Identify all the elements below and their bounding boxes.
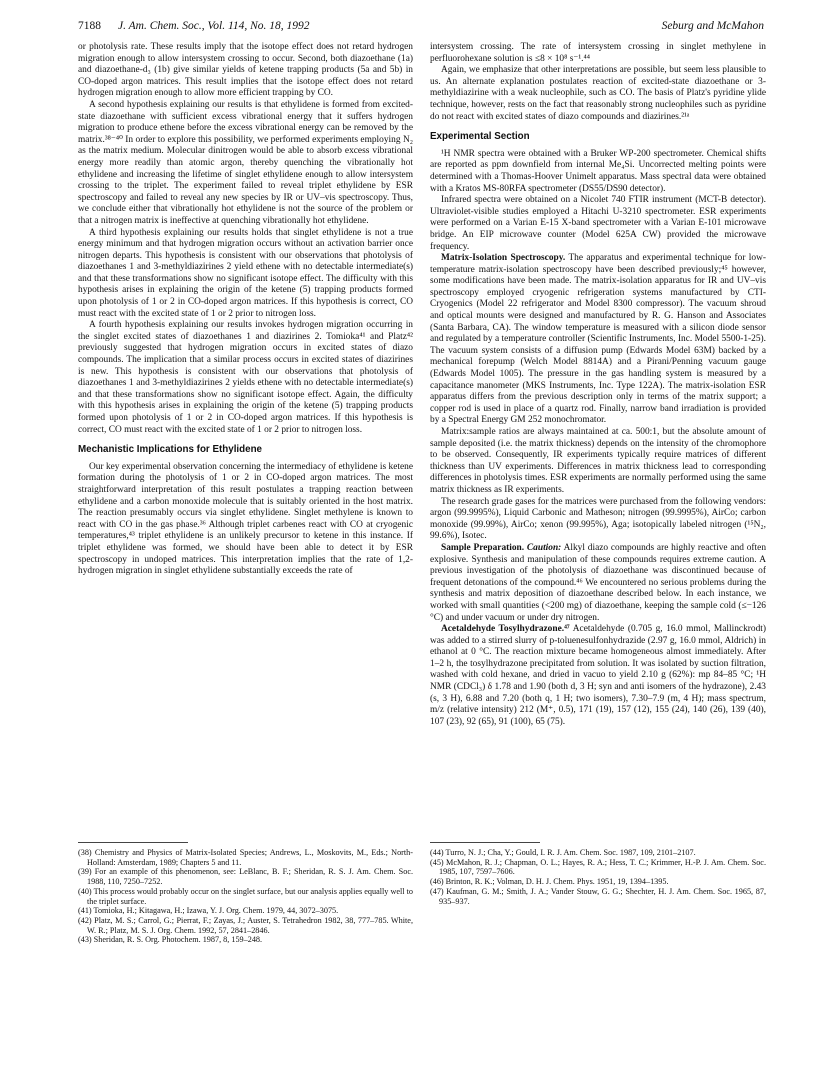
- caution-label: Caution:: [526, 542, 562, 553]
- run-in-heading: Matrix-Isolation Spectroscopy.: [441, 253, 566, 264]
- paragraph: intersystem crossing. The rate of intersystem crossing in singlet methylene in perfluorohexane solution is ≤8 × 10⁸ s⁻¹.⁴⁴: [430, 42, 766, 64]
- run-in-heading: Acetaldehyde Tosylhydrazone.⁴⁷: [441, 624, 570, 635]
- paragraph: [430, 543, 766, 624]
- running-header: [78, 20, 764, 36]
- section-heading: Experimental Section: [430, 131, 530, 143]
- paragraph: ¹H NMR spectra were obtained with a Bruker WP-200 spectrometer. Chemical shifts are reported as ppm downfield from internal Me₄Si. Uncorrected melting points were determined with a Thomas-Hoover Unimelt apparatus. Mass spectral data were obtained with a Kratos MS-80RFA spectrometer (DS55/DS90 detector).: [430, 148, 766, 194]
- paragraph-text: The apparatus and experimental technique for low-temperature matrix-isolation spectroscopy have been described previously;⁴⁵ however, some modifications have been made. The matrix-isolation apparatus for IR and UV–vis spectroscopy employed cryogenic refrigeration systems manufactured by CTI-Cryogenics (Model 22 refrigerator and Model 8300 compressor). The vacuum shroud and optical mounts were designed and manufactured by R. G. Hanson and Associates (Santa Barbara, CA). The window temperature is measured with a silicon diode sensor and regulated by a temperature controller (Scientific Instruments, Inc. Model 5500-1-25). The vacuum system consists of a diffusion pump (Edwards Model 63M) backed by a mechanical forepump (Welch Model 8814A) and a Pirani/Penning vacuum gauge (Edwards Model 1005). The pressure in the gas handling system is measured by a capacitance manometer (MKS Instruments, Inc. Type 122A). The matrix-isolation ESR apparatus differs from the previous description only in terms of the matrix support; a copper rod is used in place of a quartz rod. Finally, narrow band irradiation is provided by a Spectral Energy GM 252 monochromator.: [430, 253, 766, 426]
- journal-citation: J. Am. Chem. Soc., Vol. 114, No. 18, 1992: [118, 20, 310, 32]
- footnote-rule: [430, 842, 540, 843]
- footnote: (39) For an example of this phenomenon, see: LeBlanc, B. F.; Sheridan, R. S. J. Am. Chem. Soc. 1988, 110, 7250–7252.: [78, 867, 413, 887]
- paragraph: A fourth hypothesis explaining our results invokes hydrogen migration occurring in the singlet excited states of diazoethanes 1 and diazirines 2. Tomioka⁴¹ and Platz⁴² previously suggested that hydrogen migration occurs in excited states of diazo compounds. The implication that a similar process occurs in excited states of diazirines is new. This hypothesis is consistent with our observations that photolysis of diazoethanes 1 and 3-methyldiazirines 2 yields ethene with no detectable intermediate(s) and that these transformations show no significant isotope effect. Again, the difficulty with this hypothesis arises in explaining the origin of the ketene (5) trapping products formed upon photolysis of 1 or 2 in CO-doped argon matrices. If this hypothesis is correct, CO must react with the excited state of 1 or 2 prior to nitrogen loss.: [78, 320, 413, 435]
- footnote: (42) Platz, M. S.; Carrol, G.; Pierrat, F.; Zayas, J.; Auster, S. Tetrahedron 1982, 38, 777–785. White, W. R.; Platz, M. S. J. Org. Chem. 1992, 57, 2841–2846.: [78, 915, 413, 935]
- footnote: (45) McMahon, R. J.; Chapman, O. L.; Hayes, R. A.; Hess, T. C.; Krimmer, H.-P. J. Am. Chem. Soc. 1985, 107, 7597–7606.: [430, 857, 766, 877]
- run-in-heading: Sample Preparation.: [441, 542, 525, 553]
- footnotes-left: [78, 848, 413, 945]
- right-column: [430, 42, 766, 728]
- paragraph-text: Acetaldehyde (0.705 g, 16.0 mmol, Mallinckrodt) was added to a stirred slurry of p-toluenesulfonhydrazide (2.97 g, 16.0 mmol, Aldrich) in ethanol at 0 °C. The reaction mixture became homogeneous almost immediately. After 1–2 h, the tosylhydrazone precipitated from solution. It was isolated by suction filtration, washed with cold hexane, and dried in vacuo to yield 2.10 g (62%): mp 84–85 °C; ¹H NMR (CDCl₃) δ 1.78 and 1.90 (both d, 3 H; syn and anti isomers of the hydrazone), 2.43 (s, 3 H), 6.88 and 7.20 (both q, 1 H; two isomers), 7.30–7.9 (m, 4 H); mass spectrum, m/z (relative intensity) 212 (M⁺, 0.5), 171 (19), 157 (12), 155 (24), 140 (26), 139 (40), 107 (23), 92 (65), 91 (100), 65 (75).: [430, 624, 767, 727]
- page-number: 7188: [78, 20, 101, 32]
- running-authors: Seburg and McMahon: [661, 20, 764, 32]
- paragraph: Infrared spectra were obtained on a Nicolet 740 FTIR instrument (MCT-B detector). Ultraviolet-visible studies employed a Hitachi U-3210 spectrometer. ESR experiments were performed on a Varian E-15 X-band spectrometer with a Varian E-101 microwave bridge. An EIP microwave counter (Model 625A CW) provided the microwave frequency.: [430, 195, 766, 252]
- footnote: (41) Tomioka, H.; Kitagawa, H.; Izawa, Y. J. Org. Chem. 1979, 44, 3072–3075.: [78, 906, 339, 916]
- paragraph: Matrix:sample ratios are always maintained at ca. 500:1, but the absolute amount of sample deposited (i.e. the matrix thickness) depends on the intensity of the chromophore to be observed. Consequently, IR experiments typically require matrices of different thickness than UV experiments. Differences in matrix thickness lead to corresponding differences in photolysis times. ESR experiments are normally performed using the same matrix thickness as IR experiments.: [430, 427, 766, 495]
- left-column: [78, 42, 413, 578]
- paragraph: Again, we emphasize that other interpretations are possible, but seem less plausible to us. An alternate explanation postulates reaction of excited-state diazoethane or 3-methyldiazirine with a weak nucleophile, such as CO. The basis of Platz's pyridine ylide technique, however, rests on the fact that reasonably strong nucleophiles such as pyridine do not react with excited states of diazo compounds and diazirines.²¹ᵃ: [430, 65, 766, 122]
- paragraph: or photolysis rate. These results imply that the isotope effect does not retard hydrogen migration enough to allow intersystem crossing to occur. Second, both diazoethane (1a) and diazoethane-d₃ (1b) give similar yields of ketene trapping products (5a and 5b) in CO-doped argon matrices. This result implies that the isotope effect does not retard hydrogen migration enough to allow more efficient trapping by CO.: [78, 42, 413, 99]
- footnote: (44) Turro, N. J.; Cha, Y.; Gould, I. R. J. Am. Chem. Soc. 1987, 109, 2101–2107.: [430, 848, 696, 857]
- footnote: (46) Brinton, R. K.; Volman, D. H. J. Chem. Phys. 1951, 19, 1394–1395.: [430, 877, 669, 887]
- footnote: (47) Kaufman, G. M.; Smith, J. A.; Vander Stouw, G. G.; Shechter, H. J. Am. Chem. Soc. 1965, 87, 935–937.: [430, 886, 766, 906]
- footnote: (40) This process would probably occur on the singlet surface, but our analysis applies equally well to the triplet surface.: [78, 886, 413, 906]
- section-heading: Mechanistic Implications for Ethylidene: [78, 444, 263, 456]
- paragraph: Our key experimental observation concerning the intermediacy of ethylidene is ketene formation during the photolysis of 1 or 2 in CO-doped argon matrices. The most straightforward interpretation of this result postulates a trapping reaction between ethylidene and a carbon monoxide molecule that is suitably oriented in the host matrix. The reaction presumably occurs via singlet ethylidene. Singlet methylene is known to react with CO in the gas phase.³⁶ Although triplet carbenes react with CO at cryogenic temperatures,⁴³ triplet ethylidene is an unlikely precursor to ketene in this instance. If triplet ethylidene was formed, we should have been able to detect it by ESR spectroscopy in undoped matrices. This interpretation implies that the rate of 1,2-hydrogen migration in singlet ethylidene substantially exceeds the rate of: [78, 461, 413, 577]
- footnote: (38) Chemistry and Physics of Matrix-Isolated Species; Andrews, L., Moskovits, M., Eds.; North-Holland: Amsterdam, 1989; Chapters 5 and 11.: [78, 848, 413, 867]
- footnote: (43) Sheridan, R. S. Org. Photochem. 1987, 8, 159–248.: [78, 935, 263, 945]
- footnotes-right: [430, 848, 766, 906]
- paragraph: [430, 624, 766, 728]
- paragraph: The research grade gases for the matrices were purchased from the following vendors: argon (99.9995%), Liquid Carbonic and Matheson; nitrogen (99.9995%), AirCo; carbon monoxide (99.99%), AirCo; xenon (99.995%), Aga; isotopically labeled nitrogen (¹⁵N₂, 99.6%), Isotec.: [430, 496, 766, 542]
- paragraph: [430, 253, 766, 427]
- paragraph: A third hypothesis explaining our results holds that singlet ethylidene is not a true energy minimum and that hydrogen migration occurs without an activation barrier once nitrogen departs. This hypothesis is consistent with our observations that photolysis of diazoethanes 1 and 3-methyldiazirines 2 yield ethene with no detectable intermediate(s) and that these transformations show no significant isotope effect. The difficulty with this hypothesis arises in explaining the origin of the ketene (5) trapping products formed upon photolysis of 1 or 2 in CO-doped argon matrices. If this hypothesis is correct, CO must react with the excited state of 1 or 2 prior to nitrogen loss.: [78, 227, 413, 319]
- paragraph: A second hypothesis explaining our results is that ethylidene is formed from excited-state diazoethane with sufficient excess vibrational energy that it suffers hydrogen migration to produce ethene before the excess vibrational energy can be removed by the matrix.³⁸⁻⁴⁰ In order to explore this possibility, we performed experiments employing N₂ as the matrix medium. Molecular dinitrogen would be able to absorb excess vibrational energy more readily than atomic argon, thereby quenching the vibrationally hot ethylidene and increasing the lifetime of singlet ethylidene enough to allow intersystem crossing to the triplet. The experiment failed to reveal triplet ethylidene by ESR spectroscopy and failed to reveal any new species by IR or UV–vis spectroscopy. Thus, we conclude either that vibrationally hot ethylidene is not the source of the problem or that a nitrogen matrix is ineffective at quenching vibrationally hot ethylidene.: [78, 99, 413, 226]
- footnote-rule: [78, 842, 188, 843]
- paragraph-text: Alkyl diazo compounds are highly reactive and often explosive. Synthesis and manipulation of these compounds requires extreme caution. A previous investigation of the photolysis of diazoethane was discontinued because of frequent detonations of the compound.⁴⁶ We encountered no serious problems during the synthesis and matrix deposition of diazoethane described below. In each instance, we worked with small quantities (<200 mg) of diazoethane, keeping the sample cold (≤−126 °C) and under vacuum or under dry nitrogen.: [430, 542, 767, 623]
